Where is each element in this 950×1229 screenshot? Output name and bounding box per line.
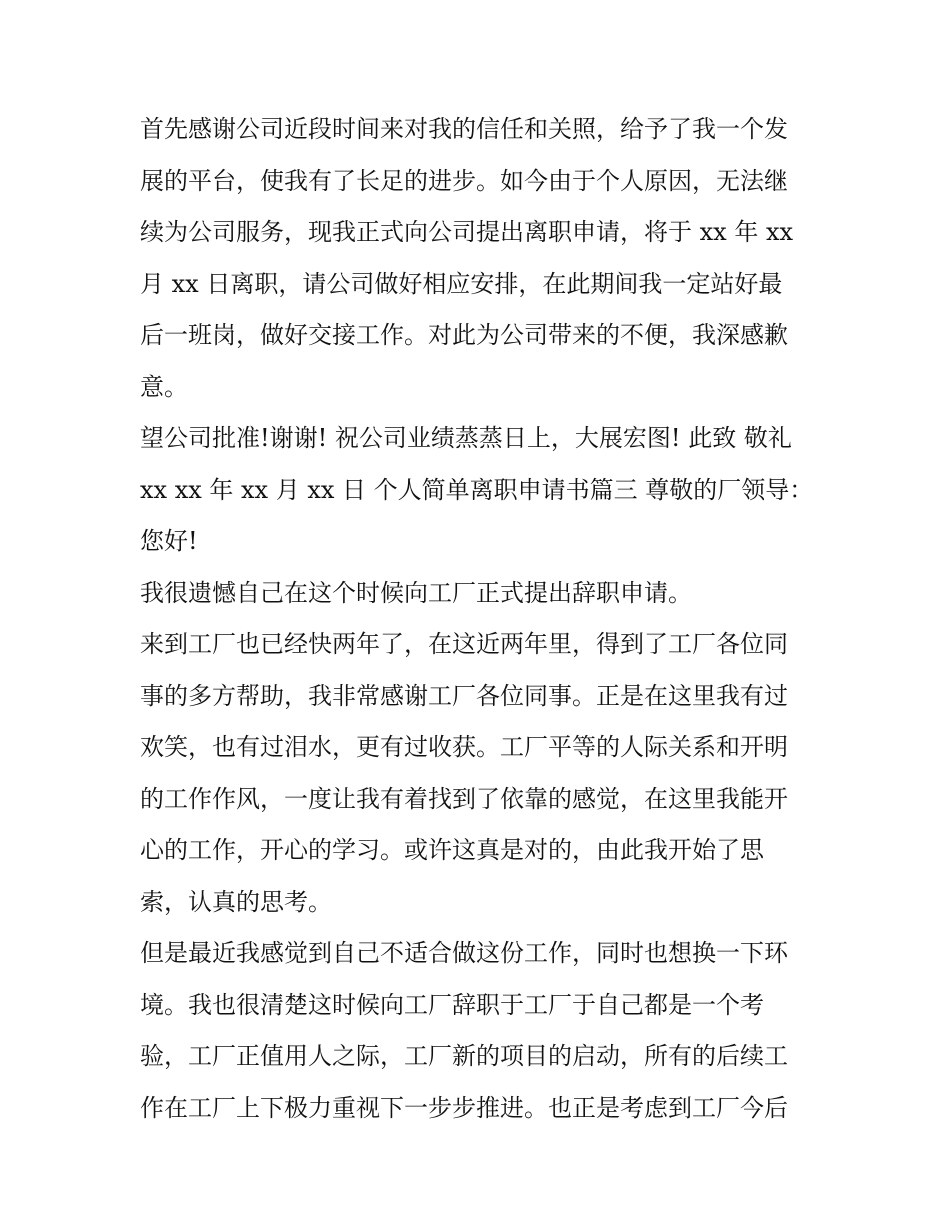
text-line-5: 后一班岗，做好交接工作。对此为公司带来的不便，我深感歉 (140, 321, 788, 349)
text-line-19: 验，工厂正值用人之际，工厂新的项目的启动，所有的后续工 (140, 1042, 788, 1070)
text-line-8: xx xx 年 xx 月 xx 日 个人简单离职申请书篇三 尊敬的厂领导： (140, 475, 814, 504)
text-line-12: 事的多方帮助，我非常感谢工厂各位同事。正是在这里我有过 (140, 681, 788, 710)
text-line-14: 的工作作风，一度让我有着找到了依靠的感觉，在这里我能开 (140, 784, 788, 813)
text-line-13: 欢笑，也有过泪水，更有过收获。工厂平等的人际关系和开明 (140, 733, 788, 761)
text-line-6: 意。 (140, 372, 188, 401)
text-line-4: 月 xx 日离职，请公司做好相应安排，在此期间我一定站好最 (140, 269, 783, 298)
text-line-3: 续为公司服务，现我正式向公司提出离职申请，将于 xx 年 xx (140, 218, 794, 246)
text-line-15: 心的工作，开心的学习。或许这真是对的，由此我开始了思 (140, 836, 764, 864)
text-line-17: 但是最近我感觉到自己不适合做这份工作，同时也想换一下环 (140, 939, 788, 967)
text-line-20: 作在工厂上下极力重视下一步步推进。也正是考虑到工厂今后 (140, 1093, 788, 1122)
document-body (140, 104, 820, 1134)
text-line-16: 索，认真的思考。 (140, 887, 332, 916)
text-line-7: 望公司批准!谢谢! 祝公司业绩蒸蒸日上，大展宏图! 此致 敬礼 (140, 424, 792, 452)
text-line-2: 展的平台，使我有了长足的进步。如今由于个人原因，无法继 (140, 166, 788, 195)
text-line-9: 您好! (140, 527, 198, 555)
text-line-18: 境。我也很清楚这时候向工厂辞职于工厂于自己都是一个考 (140, 990, 764, 1019)
text-line-1: 首先感谢公司近段时间来对我的信任和关照，给予了我一个发 (140, 115, 788, 143)
text-line-11: 来到工厂也已经快两年了，在这近两年里，得到了工厂各位同 (140, 630, 788, 658)
text-line-10: 我很遗憾自己在这个时候向工厂正式提出辞职申请。 (140, 578, 692, 607)
